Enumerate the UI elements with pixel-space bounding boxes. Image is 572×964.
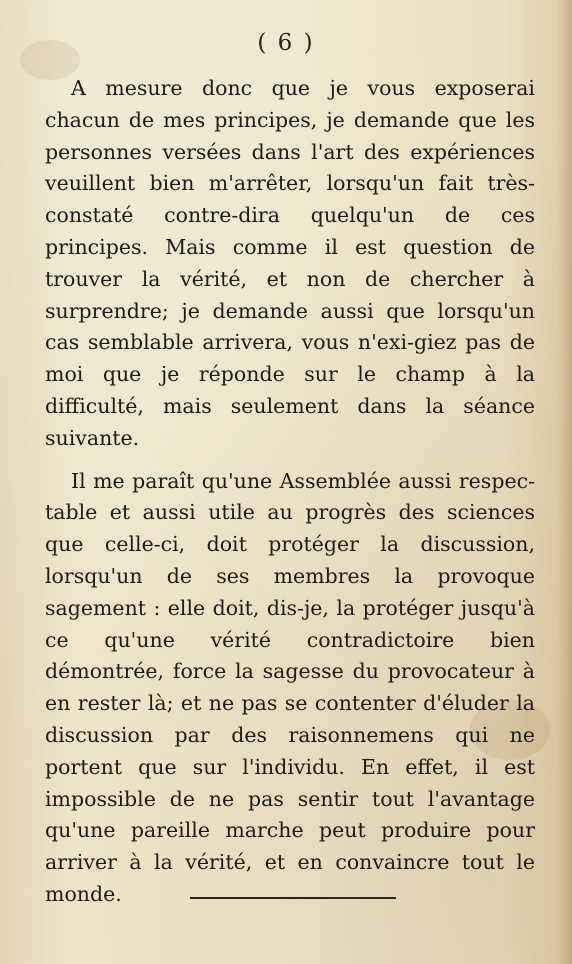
paragraph-2: Il me paraît qu'une Assemblée aussi respec-table et aussi utile au progrès des sciences que celle-ci, doit protéger la discussion, lorsqu'un de ses membres la provoque sagement : elle doit, dis-je, la protéger jusqu'à ce qu'une vérité contradictoire bien démontrée, force la sagesse du provocateur à en rester là; et ne pas se contenter d'éluder la discussion par des raisonnemens qui ne portent que sur l'individu. En effet, il est impossible de ne pas sentir tout l'avantage qu'une pareille marche peut produire pour arriver à la vérité, et en convaincre tout le monde. [45, 468, 535, 906]
page-edge-shadow [558, 0, 572, 964]
paragraph-1: A mesure donc que je vous exposerai chacun de mes principes, je demande que les personnes versées dans l'art des expériences veuillent bien m'arrêter, lorsqu'un fait très-constaté contre-dira quelqu'un de ces principes. Mais comme il est question de trouver la vérité, et non de chercher à surprendre; je demande aussi que lorsqu'un cas semblable arrivera, vous n'exi-giez pas de moi que je réponde sur le champ à la difficulté, mais seulement dans la séance suivante. [45, 76, 535, 450]
page-number: ( 6 ) [257, 30, 315, 56]
closing-rule [190, 897, 396, 899]
body-text [45, 73, 535, 911]
